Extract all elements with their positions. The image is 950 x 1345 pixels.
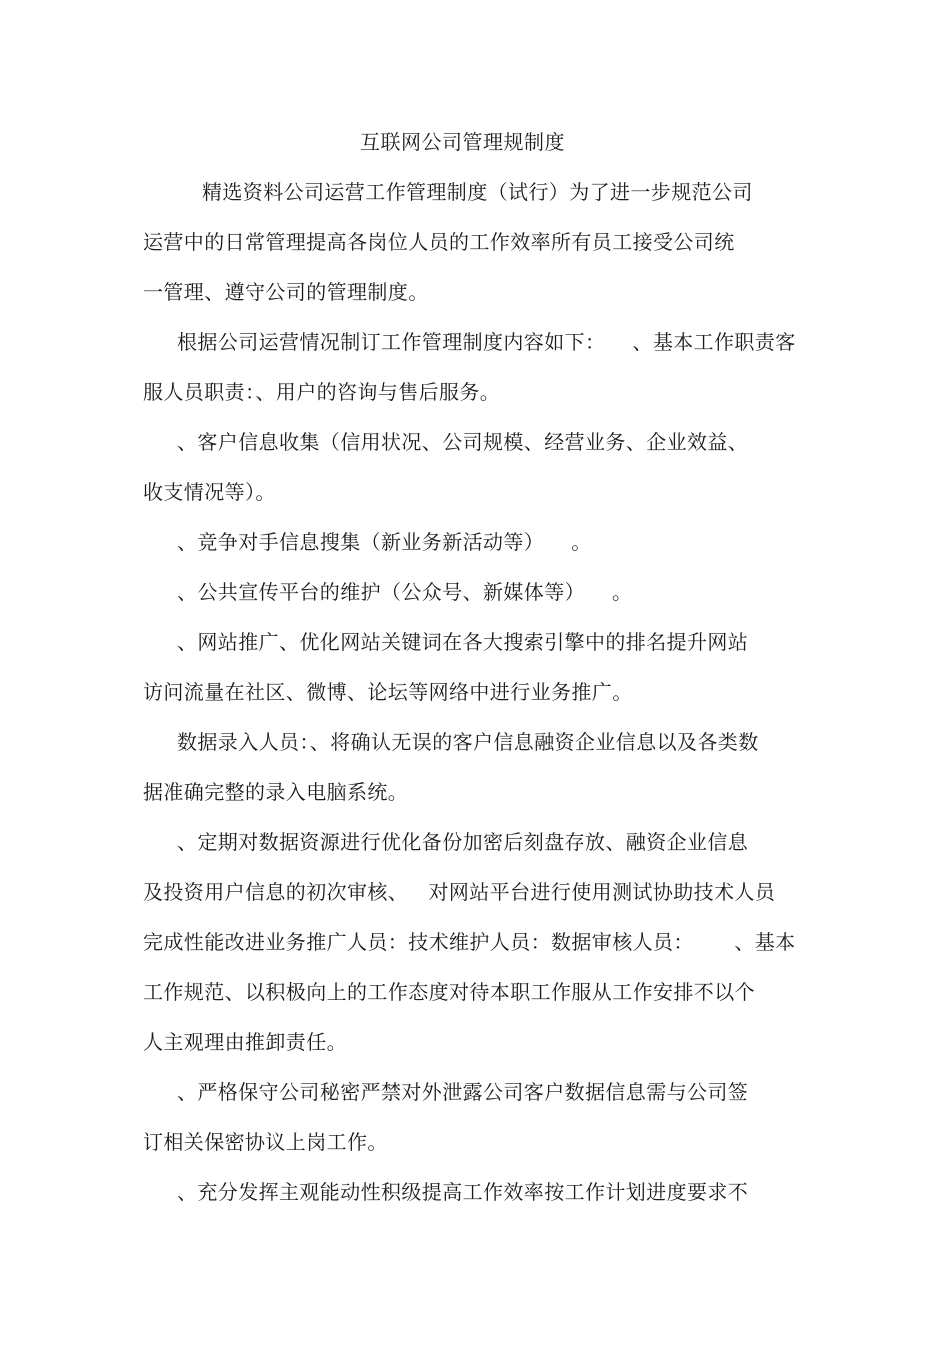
paragraph-line: 人主观理由推卸责任。	[143, 1030, 347, 1054]
paragraph-line: 精选资料公司运营工作管理制度（试行）为了进一步规范公司	[202, 180, 753, 204]
paragraph-line: 运营中的日常管理提高各岗位人员的工作效率所有员工接受公司统	[143, 230, 735, 254]
paragraph-line: 一管理、遵守公司的管理制度。	[143, 280, 429, 304]
paragraph-line: 、严格保守公司秘密严禁对外泄露公司客户数据信息需与公司签	[177, 1080, 749, 1104]
paragraph-line: 根据公司运营情况制订工作管理制度内容如下： 、基本工作职责客	[177, 330, 796, 354]
paragraph-line: 、网站推广、优化网站关键词在各大搜索引擎中的排名提升网站	[177, 630, 749, 654]
paragraph-line: 完成性能改进业务推广人员：技术维护人员：数据审核人员： 、基本	[143, 930, 796, 954]
paragraph-line: 、公共宣传平台的维护（公众号、新媒体等） 。	[177, 580, 633, 604]
paragraph-line: 、竞争对手信息搜集（新业务新活动等） 。	[177, 530, 592, 554]
document-title: 互联网公司管理规制度	[360, 130, 565, 154]
paragraph-line: 收支情况等）。	[143, 480, 276, 504]
paragraph-line: 、定期对数据资源进行优化备份加密后刻盘存放、融资企业信息	[177, 830, 749, 854]
paragraph-line: 据准确完整的录入电脑系统。	[143, 780, 409, 804]
paragraph-line: 、客户信息收集（信用状况、公司规模、经营业务、企业效益、	[177, 430, 749, 454]
paragraph-line: 访问流量在社区、微博、论坛等网络中进行业务推广。	[143, 680, 633, 704]
paragraph-line: 服人员职责：、用户的咨询与售后服务。	[143, 380, 501, 404]
paragraph-line: 工作规范、以积极向上的工作态度对待本职工作服从工作安排不以个	[143, 980, 755, 1004]
paragraph-line: 数据录入人员：、将确认无误的客户信息融资企业信息以及各类数	[177, 730, 759, 754]
paragraph-line: 、充分发挥主观能动性积级提高工作效率按工作计划进度要求不	[177, 1180, 749, 1204]
paragraph-line: 及投资用户信息的初次审核、 对网站平台进行使用测试协助技术人员	[143, 880, 776, 904]
paragraph-line: 订相关保密协议上岗工作。	[143, 1130, 388, 1154]
